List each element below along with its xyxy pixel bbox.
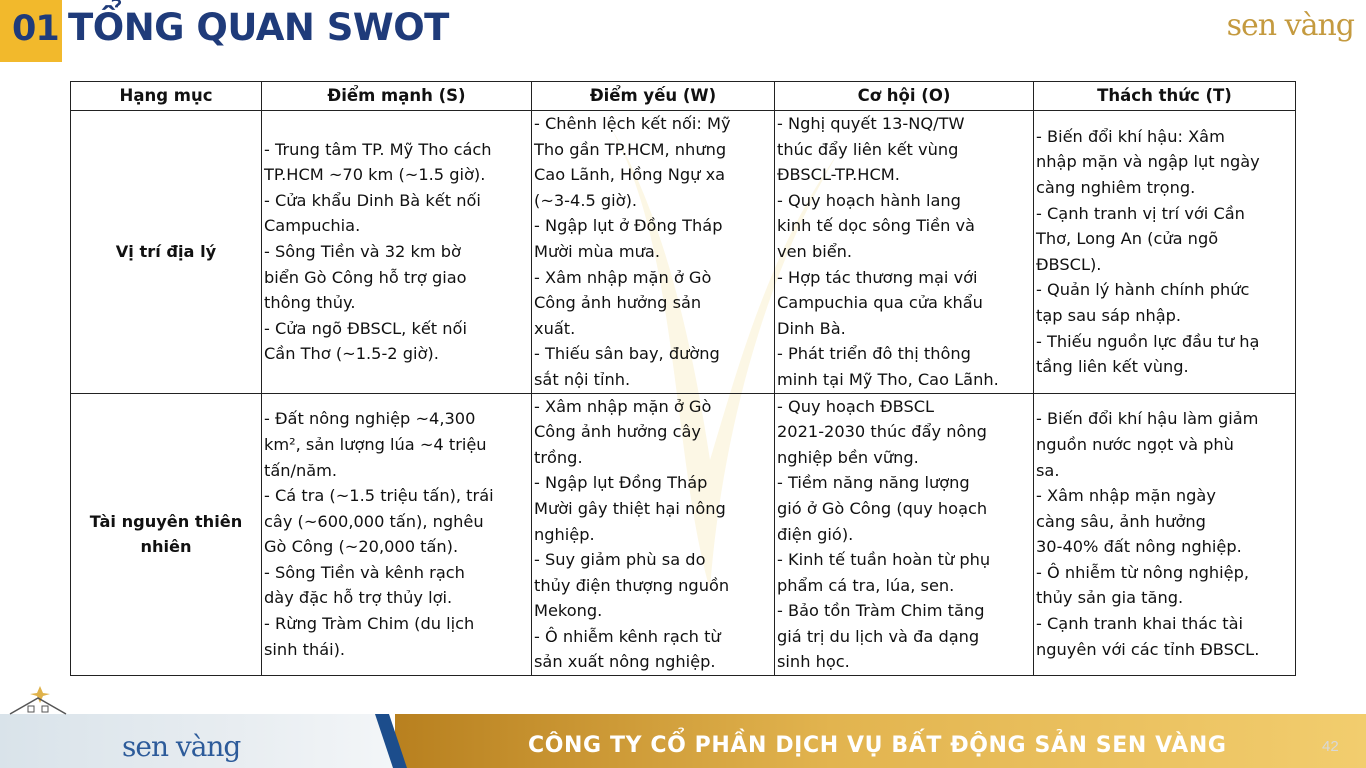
cell-line: Dinh Bà. — [777, 318, 846, 338]
cell-line: - Nghị quyết 13-NQ/TW — [777, 114, 965, 133]
cell-line: nhập mặn và ngập lụt ngày — [1036, 152, 1260, 172]
cell-line: Campuchia qua cửa khẩu — [777, 293, 983, 313]
footer-logo: sen vàng — [122, 730, 241, 763]
cell-line: - Bảo tồn Tràm Chim tăng — [777, 601, 985, 621]
cell-line: thủy sản gia tăng. — [1036, 588, 1184, 608]
cell-line: Thơ, Long An (cửa ngõ — [1036, 229, 1219, 249]
cell-line: nghiệp. — [534, 524, 595, 544]
cell-line: - Cửa ngõ ĐBSCL, kết nối — [264, 318, 467, 338]
cell-line: - Hợp tác thương mại với — [777, 267, 978, 287]
cell-line: càng nghiêm trọng. — [1036, 177, 1196, 197]
cell-line: - Biến đổi khí hậu làm giảm — [1036, 409, 1259, 429]
table-header-row — [71, 82, 1296, 111]
cell-line: biển Gò Công hỗ trợ giao — [264, 267, 467, 287]
swot-table — [70, 81, 1296, 676]
cell-line: (~3-4.5 giờ). — [534, 190, 638, 210]
cell-line: 2021-2030 thúc đẩy nông — [777, 422, 987, 442]
cell-line: Công ảnh hưởng sản — [534, 293, 702, 313]
cell-line: - Sông Tiền và kênh rạch — [264, 562, 465, 582]
cell-line: dày đặc hỗ trợ thủy lợi. — [264, 588, 453, 608]
cell-line: - Cửa khẩu Dinh Bà kết nối — [264, 190, 481, 210]
cell-line: - Cạnh tranh vị trí với Cần — [1036, 203, 1245, 223]
cell-line: - Quy hoạch hành lang — [777, 190, 961, 210]
cell-line: - Phát triển đô thị thông — [777, 344, 971, 364]
cell-line: sản xuất nông nghiệp. — [534, 652, 716, 672]
page-title: TỔNG QUAN SWOT — [68, 6, 449, 49]
footer — [0, 714, 1366, 768]
cell-line: ĐBSCL). — [1036, 254, 1102, 274]
cell-line: km², sản lượng lúa ~4 triệu — [264, 434, 487, 454]
table-row — [71, 393, 1296, 676]
cell-line: - Kinh tế tuần hoàn từ phụ — [777, 550, 991, 570]
cell-line: - Quy hoạch ĐBSCL — [777, 396, 935, 416]
cell-line: sinh học. — [777, 652, 850, 672]
cell-line: - Sông Tiền và 32 km bờ — [264, 241, 461, 261]
cell-line: càng sâu, ảnh hưởng — [1036, 511, 1206, 531]
cell-line: - Chênh lệch kết nối: Mỹ — [534, 114, 731, 133]
cell-strengths — [262, 393, 532, 676]
cell-line: Campuchia. — [264, 216, 361, 236]
section-number: 01 — [12, 9, 59, 49]
header-strengths: Điểm mạnh (S) — [262, 82, 532, 111]
cell-line: - Xâm nhập mặn ở Gò — [534, 396, 712, 416]
cell-line: ĐBSCL-TP.HCM. — [777, 165, 900, 185]
cell-line: tầng liên kết vùng. — [1036, 357, 1189, 377]
cell-line: tạp sau sáp nhập. — [1036, 305, 1182, 325]
cell-line: - Thiếu sân bay, đường — [534, 344, 720, 364]
cell-line: nguồn nước ngọt và phù — [1036, 434, 1234, 454]
cell-line: - Ô nhiễm kênh rạch từ — [534, 626, 721, 646]
cell-threats — [1034, 393, 1296, 676]
cell-weaknesses — [532, 111, 775, 394]
cell-line: - Biến đổi khí hậu: Xâm — [1036, 126, 1225, 146]
cell-strengths — [262, 111, 532, 394]
cell-line: thúc đẩy liên kết vùng — [777, 139, 959, 159]
cell-line: - Suy giảm phù sa do — [534, 550, 706, 570]
cell-threats — [1034, 111, 1296, 394]
row-category: Tài nguyên thiên nhiên — [71, 393, 262, 676]
cell-line: kinh tế dọc sông Tiền và — [777, 216, 975, 236]
cell-line: thông thủy. — [264, 293, 356, 313]
cell-line: - Ngập lụt Đồng Tháp — [534, 473, 708, 493]
cell-line: - Rừng Tràm Chim (du lịch — [264, 614, 475, 634]
section-number-box — [0, 0, 62, 62]
cell-line: Công ảnh hưởng cây — [534, 422, 701, 442]
cell-line: phẩm cá tra, lúa, sen. — [777, 575, 955, 595]
cell-line: tấn/năm. — [264, 460, 338, 480]
cell-line: 30-40% đất nông nghiệp. — [1036, 537, 1242, 557]
cell-line: Cao Lãnh, Hồng Ngự xa — [534, 165, 726, 185]
cell-opportunities — [775, 393, 1034, 676]
cell-line: - Xâm nhập mặn ngày — [1036, 486, 1216, 506]
cell-line: - Ngập lụt ở Đồng Tháp — [534, 216, 723, 236]
cell-line: trồng. — [534, 447, 583, 467]
header-threats: Thách thức (T) — [1034, 82, 1296, 111]
cell-line: - Cạnh tranh khai thác tài — [1036, 614, 1243, 634]
header-category: Hạng mục — [71, 82, 262, 111]
cell-line: điện gió). — [777, 524, 854, 544]
footer-company-name: CÔNG TY CỔ PHẦN DỊCH VỤ BẤT ĐỘNG SẢN SEN VÀNG — [528, 733, 1227, 758]
cell-line: - Thiếu nguồn lực đầu tư hạ — [1036, 331, 1260, 351]
cell-line: gió ở Gò Công (quy hoạch — [777, 498, 988, 518]
cell-line: - Trung tâm TP. Mỹ Tho cách — [264, 139, 492, 159]
header-opportunities: Cơ hội (O) — [775, 82, 1034, 111]
page-number: 42 — [1322, 738, 1339, 755]
row-category: Vị trí địa lý — [71, 111, 262, 394]
cell-line: cây (~600,000 tấn), nghêu — [264, 511, 484, 531]
cell-line: Mười gây thiệt hại nông — [534, 498, 726, 518]
cell-line: sắt nội tỉnh. — [534, 369, 631, 389]
cell-line: - Xâm nhập mặn ở Gò — [534, 267, 712, 287]
cell-weaknesses — [532, 393, 775, 676]
cell-line: ven biển. — [777, 241, 853, 261]
cell-line: Gò Công (~20,000 tấn). — [264, 537, 459, 557]
qr-logo-icon — [6, 684, 70, 716]
cell-line: Tho gần TP.HCM, nhưng — [534, 139, 727, 159]
cell-line: thủy điện thượng nguồn — [534, 575, 730, 595]
cell-line: - Cá tra (~1.5 triệu tấn), trái — [264, 486, 494, 506]
table-row — [71, 111, 1296, 394]
cell-line: Mekong. — [534, 601, 603, 621]
cell-line: - Quản lý hành chính phức — [1036, 280, 1250, 300]
cell-line: nghiệp bền vững. — [777, 447, 919, 467]
cell-line: sinh thái). — [264, 639, 346, 659]
cell-line: minh tại Mỹ Tho, Cao Lãnh. — [777, 369, 999, 389]
cell-line: TP.HCM ~70 km (~1.5 giờ). — [264, 165, 486, 185]
cell-line: giá trị du lịch và đa dạng — [777, 626, 980, 646]
cell-line: - Ô nhiễm từ nông nghiệp, — [1036, 562, 1250, 582]
cell-line: - Đất nông nghiệp ~4,300 — [264, 409, 476, 429]
cell-line: nguyên với các tỉnh ĐBSCL. — [1036, 639, 1260, 659]
cell-line: sa. — [1036, 460, 1060, 480]
header-weaknesses: Điểm yếu (W) — [532, 82, 775, 111]
cell-line: - Tiềm năng năng lượng — [777, 473, 970, 493]
cell-line: xuất. — [534, 318, 576, 338]
cell-line: Cần Thơ (~1.5-2 giờ). — [264, 344, 439, 364]
cell-line: Mười mùa mưa. — [534, 241, 660, 261]
cell-opportunities — [775, 111, 1034, 394]
brand-logo: sen vàng — [1226, 8, 1354, 43]
